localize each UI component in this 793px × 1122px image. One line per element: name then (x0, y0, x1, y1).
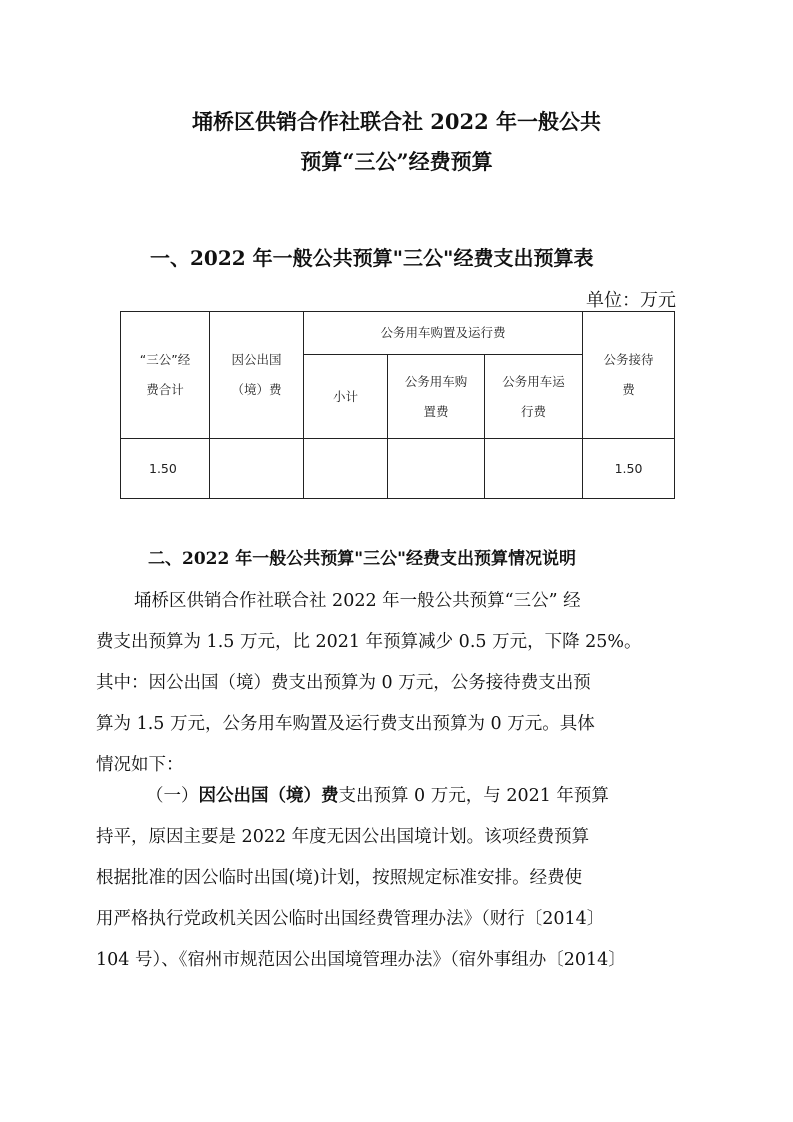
page-title-line2: 预算“三公”经费预算 (300, 149, 493, 174)
header-operation (485, 355, 583, 439)
abroad-first-rest: 支出预算 0 万元，与 2021 年预算 (338, 786, 609, 806)
header-total (121, 312, 210, 439)
cell-reception: 1.50 (583, 439, 675, 499)
abroad-prefix: （一） (146, 786, 199, 806)
header-abroad-line2: （境）费 (231, 382, 282, 397)
header-abroad (210, 312, 304, 439)
header-total-line2: 费合计 (146, 382, 184, 397)
summary-line: 其中：因公出国（境）费支出预算为 0 万元，公务接待费支出预 (96, 673, 591, 693)
page-title-line1: 埇桥区供销合作社联合社 2022 年一般公共 (191, 109, 602, 134)
header-reception-line2: 费 (622, 382, 635, 397)
cell-total: 1.50 (121, 439, 210, 499)
cell-operation (485, 439, 583, 499)
paragraph-abroad (96, 776, 696, 981)
header-purchase-line1: 公务用车购 (404, 373, 468, 389)
section1-heading: 一、2022 年一般公共预算"三公"经费支出预算表 (150, 246, 594, 270)
header-abroad-line1: 因公出国 (231, 352, 282, 367)
abroad-line: 用严格执行党政机关因公临时出国经费管理办法》（财行〔2014〕 (96, 909, 605, 929)
header-reception-line1: 公务接待 (603, 352, 654, 367)
header-subtotal: 小计 (304, 355, 388, 439)
summary-line: 算为 1.5 万元，公务用车购置及运行费支出预算为 0 万元。具体 (96, 714, 595, 734)
abroad-line: 持平，原因主要是 2022 年度无因公出国境计划。该项经费预算 (96, 827, 590, 847)
header-purchase (388, 355, 485, 439)
paragraph-summary (96, 581, 696, 786)
header-purchase-line2: 置费 (423, 403, 449, 419)
cell-subtotal (304, 439, 388, 499)
header-operation-line1: 公务用车运 (502, 373, 565, 389)
abroad-first-line (96, 776, 696, 817)
unit-label: 单位：万元 (586, 290, 676, 311)
header-total-line1: “三公”经 (139, 352, 191, 367)
cell-abroad (210, 439, 304, 499)
abroad-bold-term: 因公出国（境）费 (198, 786, 339, 806)
budget-table (120, 311, 675, 499)
summary-line: 情况如下： (96, 755, 184, 775)
table-row (121, 439, 675, 499)
summary-line: 埇桥区供销合作社联合社 2022 年一般公共预算“三公” 经 (134, 591, 581, 611)
summary-line: 费支出预算为 1.5 万元，比 2021 年预算减少 0.5 万元，下降 25%。 (96, 632, 642, 652)
abroad-line: 104 号）、《宿州市规范因公出国境管理办法》（宿外事组办〔2014〕 (96, 950, 626, 970)
header-reception (583, 312, 675, 439)
abroad-line: 根据批准的因公临时出国(境)计划，按照规定标准安排。经费使 (96, 868, 583, 888)
header-vehicle-group: 公务用车购置及运行费 (304, 312, 583, 355)
section2-heading: 二、2022 年一般公共预算"三公"经费支出预算情况说明 (148, 549, 576, 569)
cell-purchase (388, 439, 485, 499)
header-operation-line2: 行费 (521, 403, 547, 419)
